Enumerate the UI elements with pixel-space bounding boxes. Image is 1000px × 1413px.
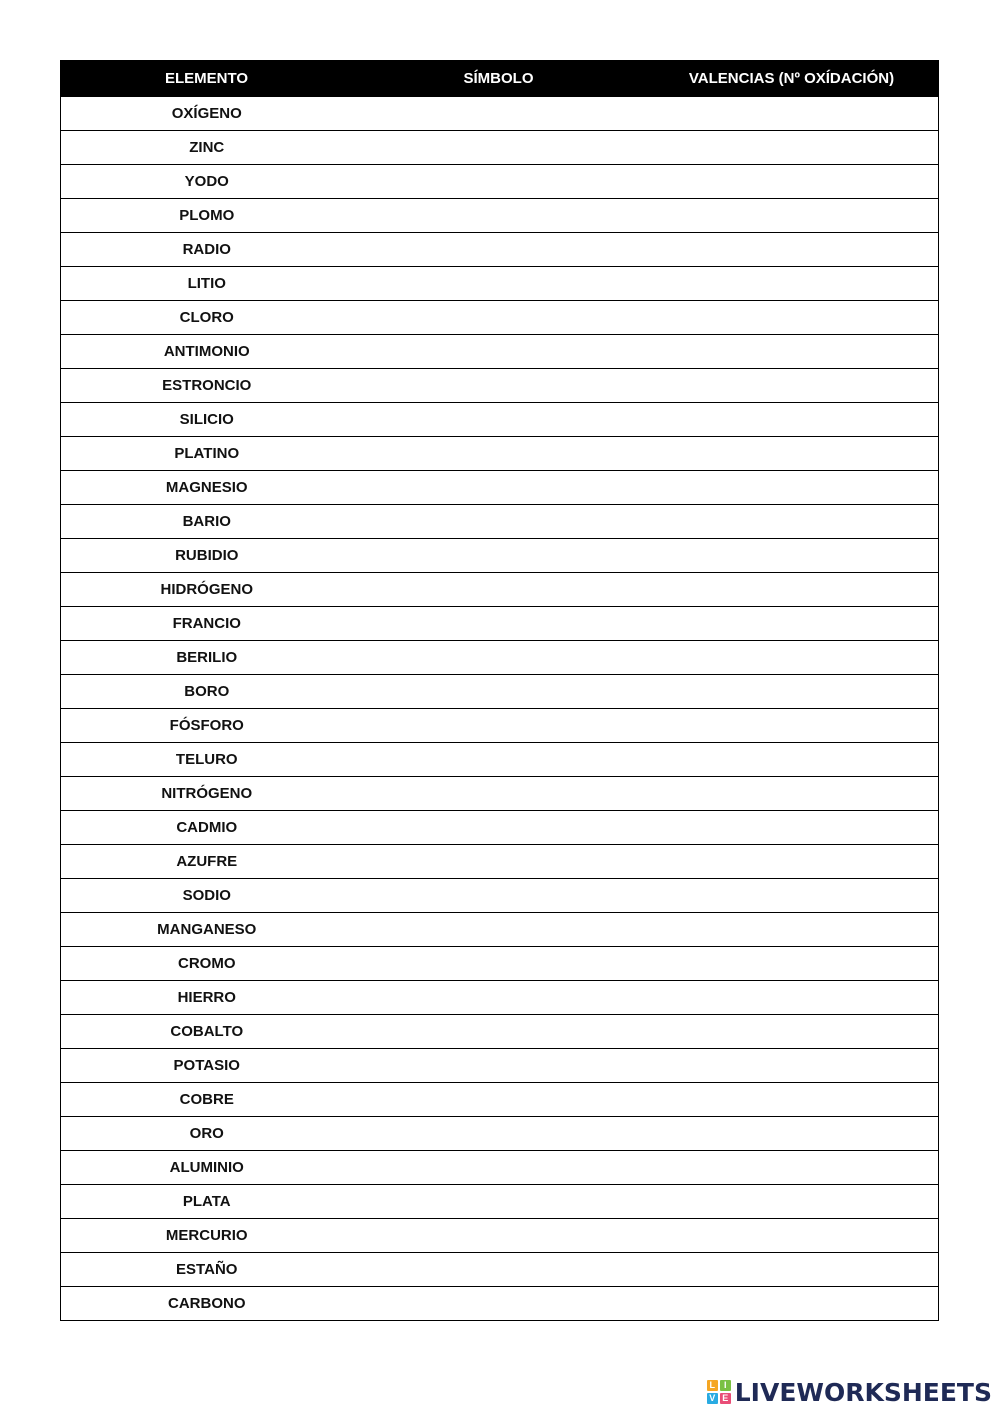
table-row	[61, 301, 939, 335]
table-row	[61, 131, 939, 165]
element-name-cell: CADMIO	[61, 811, 353, 845]
element-name-cell: HIERRO	[61, 981, 353, 1015]
table-row	[61, 267, 939, 301]
valence-cell[interactable]	[645, 1117, 939, 1151]
valence-cell[interactable]	[645, 1049, 939, 1083]
element-name-cell: COBRE	[61, 1083, 353, 1117]
symbol-cell[interactable]	[353, 505, 645, 539]
valence-cell[interactable]	[645, 301, 939, 335]
table-row	[61, 1287, 939, 1321]
table-row	[61, 845, 939, 879]
table-row	[61, 233, 939, 267]
table-row	[61, 709, 939, 743]
element-name-cell: FRANCIO	[61, 607, 353, 641]
element-name-cell: CLORO	[61, 301, 353, 335]
element-name-cell: AZUFRE	[61, 845, 353, 879]
symbol-cell[interactable]	[353, 131, 645, 165]
logo-letter-i: I	[720, 1380, 731, 1391]
element-name-cell: MERCURIO	[61, 1219, 353, 1253]
table-row	[61, 947, 939, 981]
valence-cell[interactable]	[645, 845, 939, 879]
header-elemento: ELEMENTO	[61, 61, 353, 97]
element-name-cell: ANTIMONIO	[61, 335, 353, 369]
element-name-cell: PLATINO	[61, 437, 353, 471]
valence-cell[interactable]	[645, 913, 939, 947]
element-name-cell: CARBONO	[61, 1287, 353, 1321]
table-row	[61, 1015, 939, 1049]
element-name-cell: ZINC	[61, 131, 353, 165]
symbol-cell[interactable]	[353, 267, 645, 301]
valence-cell[interactable]	[645, 981, 939, 1015]
element-name-cell: LITIO	[61, 267, 353, 301]
table-header-row	[61, 61, 939, 97]
table-row	[61, 1049, 939, 1083]
valence-cell[interactable]	[645, 573, 939, 607]
valence-cell[interactable]	[645, 1185, 939, 1219]
symbol-cell[interactable]	[353, 1117, 645, 1151]
symbol-cell[interactable]	[353, 1185, 645, 1219]
element-name-cell: RUBIDIO	[61, 539, 353, 573]
element-name-cell: ESTAÑO	[61, 1253, 353, 1287]
valence-cell[interactable]	[645, 743, 939, 777]
element-name-cell: BORO	[61, 675, 353, 709]
symbol-cell[interactable]	[353, 879, 645, 913]
valence-cell[interactable]	[645, 607, 939, 641]
valence-cell[interactable]	[645, 1253, 939, 1287]
table-row	[61, 1185, 939, 1219]
symbol-cell[interactable]	[353, 1253, 645, 1287]
table-row	[61, 777, 939, 811]
symbol-cell[interactable]	[353, 743, 645, 777]
logo-letter-v: V	[707, 1393, 718, 1404]
symbol-cell[interactable]	[353, 981, 645, 1015]
table-row	[61, 97, 939, 131]
valence-cell[interactable]	[645, 1083, 939, 1117]
symbol-cell[interactable]	[353, 437, 645, 471]
symbol-cell[interactable]	[353, 845, 645, 879]
table-row	[61, 743, 939, 777]
valence-cell[interactable]	[645, 165, 939, 199]
element-name-cell: POTASIO	[61, 1049, 353, 1083]
symbol-cell[interactable]	[353, 97, 645, 131]
table-row	[61, 811, 939, 845]
element-name-cell: BERILIO	[61, 641, 353, 675]
liveworksheets-brand	[707, 1377, 992, 1407]
symbol-cell[interactable]	[353, 777, 645, 811]
valence-cell[interactable]	[645, 879, 939, 913]
element-name-cell: SILICIO	[61, 403, 353, 437]
header-simbolo: SÍMBOLO	[353, 61, 645, 97]
valence-cell[interactable]	[645, 335, 939, 369]
valence-cell[interactable]	[645, 97, 939, 131]
table-row	[61, 1083, 939, 1117]
table-row	[61, 471, 939, 505]
element-name-cell: CROMO	[61, 947, 353, 981]
table-row	[61, 437, 939, 471]
table-row	[61, 1151, 939, 1185]
symbol-cell[interactable]	[353, 1015, 645, 1049]
symbol-cell[interactable]	[353, 709, 645, 743]
valence-cell[interactable]	[645, 1287, 939, 1321]
symbol-cell[interactable]	[353, 1219, 645, 1253]
symbol-cell[interactable]	[353, 1083, 645, 1117]
valence-cell[interactable]	[645, 539, 939, 573]
element-name-cell: MANGANESO	[61, 913, 353, 947]
table-row	[61, 1219, 939, 1253]
valence-cell[interactable]	[645, 709, 939, 743]
table-row	[61, 1253, 939, 1287]
table-row	[61, 641, 939, 675]
brand-text: LIVEWORKSHEETS	[734, 1377, 992, 1407]
symbol-cell[interactable]	[353, 675, 645, 709]
element-name-cell: RADIO	[61, 233, 353, 267]
table-row	[61, 879, 939, 913]
valence-cell[interactable]	[645, 131, 939, 165]
valence-cell[interactable]	[645, 777, 939, 811]
table-row	[61, 199, 939, 233]
element-name-cell: ALUMINIO	[61, 1151, 353, 1185]
symbol-cell[interactable]	[353, 641, 645, 675]
symbol-cell[interactable]	[353, 913, 645, 947]
valence-cell[interactable]	[645, 403, 939, 437]
valence-cell[interactable]	[645, 947, 939, 981]
table-row	[61, 403, 939, 437]
table-row	[61, 1117, 939, 1151]
table-row	[61, 675, 939, 709]
valence-cell[interactable]	[645, 505, 939, 539]
symbol-cell[interactable]	[353, 1049, 645, 1083]
element-name-cell: PLATA	[61, 1185, 353, 1219]
valence-cell[interactable]	[645, 641, 939, 675]
symbol-cell[interactable]	[353, 233, 645, 267]
valence-cell[interactable]	[645, 267, 939, 301]
element-name-cell: BARIO	[61, 505, 353, 539]
elements-table	[60, 60, 939, 1321]
valence-cell[interactable]	[645, 675, 939, 709]
logo-letter-e: E	[720, 1393, 731, 1404]
symbol-cell[interactable]	[353, 301, 645, 335]
table-row	[61, 369, 939, 403]
symbol-cell[interactable]	[353, 199, 645, 233]
header-valencias: VALENCIAS (Nº OXÍDACIÓN)	[645, 61, 939, 97]
element-name-cell: MAGNESIO	[61, 471, 353, 505]
worksheet	[60, 60, 938, 1321]
symbol-cell[interactable]	[353, 165, 645, 199]
symbol-cell[interactable]	[353, 1151, 645, 1185]
symbol-cell[interactable]	[353, 607, 645, 641]
element-name-cell: SODIO	[61, 879, 353, 913]
element-name-cell: ORO	[61, 1117, 353, 1151]
symbol-cell[interactable]	[353, 539, 645, 573]
symbol-cell[interactable]	[353, 811, 645, 845]
table-body	[61, 97, 939, 1321]
element-name-cell: HIDRÓGENO	[61, 573, 353, 607]
table-row	[61, 981, 939, 1015]
symbol-cell[interactable]	[353, 1287, 645, 1321]
table-row	[61, 607, 939, 641]
valence-cell[interactable]	[645, 811, 939, 845]
table-row	[61, 335, 939, 369]
table-row	[61, 539, 939, 573]
table-row	[61, 505, 939, 539]
symbol-cell[interactable]	[353, 403, 645, 437]
liveworksheets-logo-icon	[707, 1380, 731, 1404]
table-row	[61, 913, 939, 947]
valence-cell[interactable]	[645, 233, 939, 267]
valence-cell[interactable]	[645, 471, 939, 505]
symbol-cell[interactable]	[353, 369, 645, 403]
element-name-cell: NITRÓGENO	[61, 777, 353, 811]
valence-cell[interactable]	[645, 1015, 939, 1049]
symbol-cell[interactable]	[353, 335, 645, 369]
symbol-cell[interactable]	[353, 947, 645, 981]
symbol-cell[interactable]	[353, 471, 645, 505]
element-name-cell: YODO	[61, 165, 353, 199]
symbol-cell[interactable]	[353, 573, 645, 607]
element-name-cell: ESTRONCIO	[61, 369, 353, 403]
element-name-cell: FÓSFORO	[61, 709, 353, 743]
valence-cell[interactable]	[645, 1219, 939, 1253]
valence-cell[interactable]	[645, 1151, 939, 1185]
valence-cell[interactable]	[645, 199, 939, 233]
table-row	[61, 573, 939, 607]
valence-cell[interactable]	[645, 369, 939, 403]
element-name-cell: PLOMO	[61, 199, 353, 233]
element-name-cell: TELURO	[61, 743, 353, 777]
logo-letter-l: L	[707, 1380, 718, 1391]
element-name-cell: COBALTO	[61, 1015, 353, 1049]
valence-cell[interactable]	[645, 437, 939, 471]
table-row	[61, 165, 939, 199]
element-name-cell: OXÍGENO	[61, 97, 353, 131]
